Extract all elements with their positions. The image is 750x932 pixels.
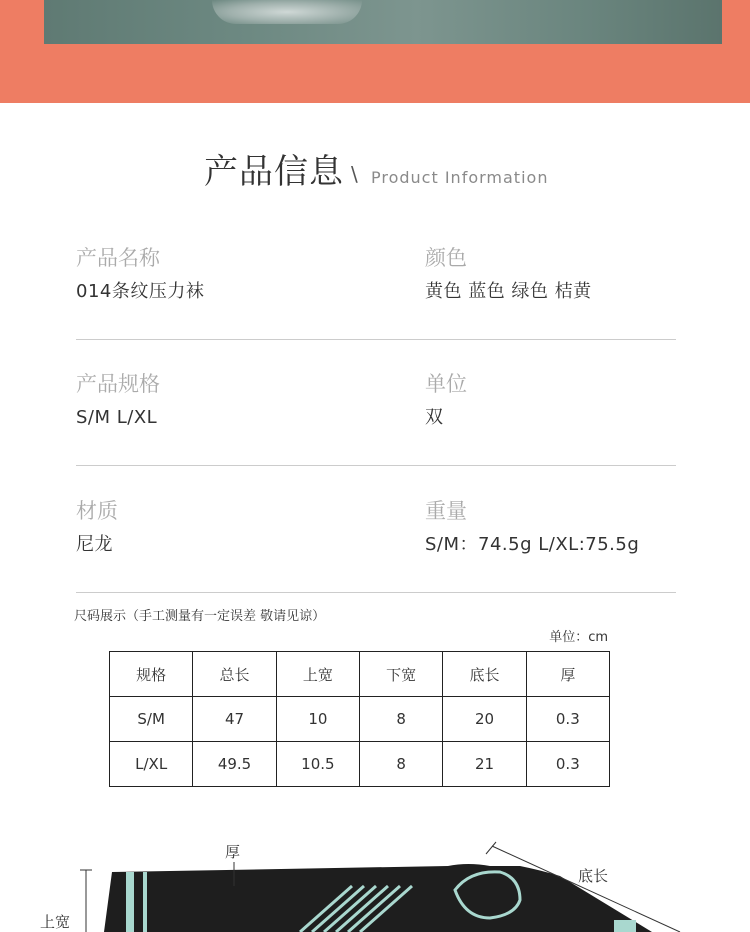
section-title-cn: 产品信息	[204, 152, 344, 192]
info-value: S/M：74.5g L/XL:75.5g	[425, 534, 640, 555]
table-cell: S/M	[110, 697, 193, 742]
sock-stripe	[126, 872, 134, 932]
info-unit	[425, 370, 467, 430]
sole-length-tick	[486, 842, 496, 854]
sock-diagram	[0, 830, 750, 932]
info-label: 颜色	[425, 246, 467, 270]
table-header-cell: 总长	[193, 652, 276, 697]
size-chart-unit: 单位：cm	[549, 630, 608, 645]
info-product-name	[76, 244, 204, 304]
sock-toe-stripe	[614, 920, 636, 932]
info-label: 产品规格	[76, 372, 160, 396]
divider	[76, 339, 676, 340]
info-value: S/M L/XL	[76, 407, 158, 428]
diagram-label-sole-length: 底长	[578, 867, 609, 885]
diagram-label-thickness: 厚	[225, 843, 241, 861]
section-title	[0, 150, 750, 194]
product-photo-fragment	[44, 0, 722, 44]
table-cell: 47	[193, 697, 276, 742]
table-cell: L/XL	[110, 742, 193, 787]
table-cell: 49.5	[193, 742, 276, 787]
sock-body	[104, 864, 652, 932]
info-color	[425, 244, 592, 304]
info-label: 材质	[76, 499, 118, 523]
divider	[76, 465, 676, 466]
info-label: 单位	[425, 372, 467, 396]
table-row	[110, 697, 610, 742]
sock-stripe	[143, 872, 147, 932]
table-cell: 0.3	[526, 697, 609, 742]
info-value: 黄色 蓝色 绿色 桔黄	[425, 281, 592, 302]
table-cell: 21	[443, 742, 526, 787]
sock-illustration	[0, 830, 750, 932]
table-cell: 0.3	[526, 742, 609, 787]
info-spec	[76, 370, 160, 430]
divider	[76, 592, 676, 593]
info-label: 产品名称	[76, 246, 160, 270]
table-header-cell: 上宽	[276, 652, 359, 697]
table-header-cell: 厚	[526, 652, 609, 697]
table-header-cell: 底长	[443, 652, 526, 697]
table-cell: 10	[276, 697, 359, 742]
diagram-label-top-width: 上宽	[40, 913, 71, 931]
section-title-en: Product Information	[371, 168, 549, 187]
size-table	[109, 651, 610, 787]
table-cell: 8	[360, 742, 443, 787]
table-row	[110, 742, 610, 787]
size-chart-caption: 尺码展示（手工测量有一定误差 敬请见谅）	[74, 609, 326, 624]
table-cell: 8	[360, 697, 443, 742]
table-header-cell: 规格	[110, 652, 193, 697]
info-material	[76, 497, 118, 557]
table-header-cell: 下宽	[360, 652, 443, 697]
info-value: 尼龙	[76, 534, 113, 555]
table-cell: 20	[443, 697, 526, 742]
photo-highlight	[212, 0, 362, 24]
info-weight	[425, 497, 639, 557]
top-banner	[0, 0, 750, 103]
table-cell: 10.5	[276, 742, 359, 787]
info-value: 014条纹压力袜	[76, 281, 205, 302]
info-label: 重量	[425, 499, 467, 523]
section-title-slash: \	[351, 162, 358, 186]
table-header-row	[110, 652, 610, 697]
info-value: 双	[425, 407, 444, 428]
